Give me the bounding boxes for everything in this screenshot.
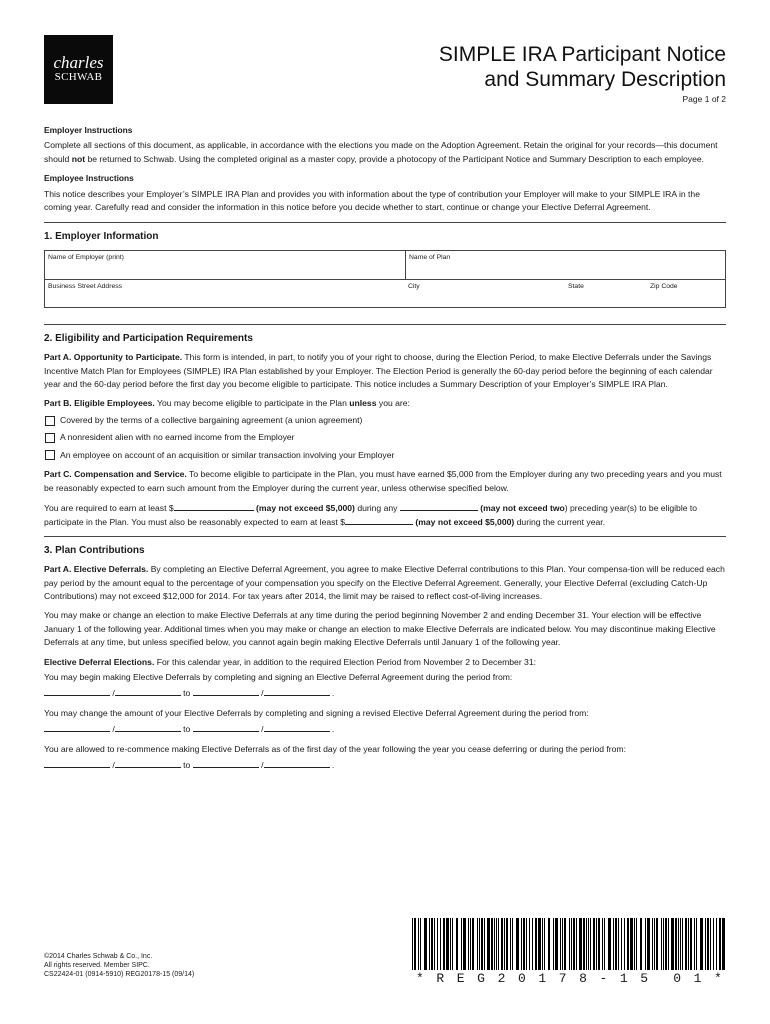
part-c-compensation: Part C. Compensation and Service. To become eligible to participate in the Plan, you must have earned $5,000 from the Employer during any two preceding years and you must be reasonably expected to earn such amount from the Employer during the current year, unless otherwise specified below. [44,469,722,493]
barcode-bar [512,918,513,970]
state-field[interactable]: State [568,282,584,290]
barcode [412,918,726,986]
plan-name-field[interactable]: Name of Plan [405,251,725,279]
barcode-bar [472,918,474,970]
recommence-start-month[interactable] [44,758,110,768]
barcode-bar [636,918,637,970]
footer-rights: All rights reserved. Member SIPC. [44,962,150,969]
recommence-deferrals-text: You are allowed to re-commence making Elective Deferrals as of the first day of the year following the year you cease deferring or during the period from: [44,743,626,754]
barcode-bar [588,918,589,970]
barcode-bar [604,918,605,970]
barcode-bar [443,918,445,970]
barcode-char: 0 [517,971,526,986]
barcode-bar [562,918,563,970]
barcode-char: 2 [497,971,506,986]
part-b-eligible-employees: Part B. Eligible Employees. You may become eligible to participate in the Plan unless you are: [44,398,410,409]
barcode-bar [446,918,449,970]
checkbox-acquisition[interactable]: An employee on account of an acquisition or similar transaction involving your Employer [44,449,726,462]
barcode-bar [624,918,625,970]
barcode-bar [583,918,585,970]
barcode-bar [647,918,650,970]
barcode-bar [560,918,561,970]
employer-name-field[interactable]: Name of Employer (print) [48,253,124,261]
barcode-bar [675,918,677,970]
checkbox[interactable] [45,450,55,460]
section1-title: 1. Employer Information [44,231,159,243]
barcode-bar [602,918,603,970]
section-divider [44,324,726,325]
section3-title: 3. Plan Contributions [44,544,145,556]
footer-form-code: CS22424-01 (0914-5910) REG20178-15 (09/14) [44,971,195,978]
checkbox-union-agreement[interactable]: Covered by the terms of a collective bargaining agreement (a union agreement) [44,414,726,427]
barcode-bar [463,918,466,970]
barcode-bar [598,918,600,970]
checkbox-nonresident-alien[interactable]: A nonresident alien with no earned income from the Employer [44,431,726,444]
barcode-bar [571,918,572,970]
barcode-text [412,972,726,986]
barcode-bar [456,918,458,970]
barcode-bar [682,918,683,970]
barcode-bar [621,918,622,970]
change-end-day[interactable] [264,722,330,732]
change-period-dates: / to / . [44,722,726,736]
barcode-bar [477,918,478,970]
barcode-bar [553,918,554,970]
barcode-char: G [477,971,485,986]
barcode-bar [663,918,664,970]
barcode-char: * [714,971,722,986]
barcode-bar [652,918,653,970]
barcode-bar [640,918,642,970]
barcode-bar [627,918,629,970]
change-start-day[interactable] [115,722,181,732]
section-divider [44,536,726,537]
elective-deferral-elections: Elective Deferral Elections. For this calendar year, in addition to the required Election Period from November 2 to December 31: [44,656,537,667]
years-blank[interactable] [400,501,478,511]
barcode-bar [516,918,519,970]
barcode-bar [668,918,669,970]
street-address-field[interactable]: Business Street Address [48,282,123,290]
barcode-bar [479,918,480,970]
barcode-bar [569,918,570,970]
barcode-bar [645,918,646,970]
barcode-bar [665,918,667,970]
title-line1: SIMPLE IRA Participant Notice [438,43,726,66]
barcode-bar [510,918,511,970]
barcode-bar [586,918,587,970]
barcode-bar [700,918,703,970]
barcode-bar [424,918,427,970]
barcode-bar [719,918,721,970]
barcode-bar [671,918,674,970]
barcode-bar [468,918,469,970]
employee-instructions-text: This notice describes your Employer’s SIMPLE IRA Plan and provides you with information about the type of contribution your Employer will make to your SIMPLE IRA in the coming year. Carefully read and consider the information in this notice before you decide whether to start, continue or change your Elective Deferral Agreement. [44,188,700,213]
barcode-bar [487,918,490,970]
barcode-bar [576,918,577,970]
barcode-bar [678,918,679,970]
barcode-bar [420,918,421,970]
barcode-char: 7 [558,971,567,986]
barcode-bar [535,918,537,970]
barcode-bar [434,918,435,970]
barcode-bar [710,918,711,970]
barcode-bar [618,918,619,970]
recommence-start-day[interactable] [115,758,181,768]
page-title [439,42,726,92]
employer-info-grid [44,250,726,308]
barcode-bar [707,918,709,970]
logo-line2: SCHWAB [54,71,103,83]
barcode-bar [491,918,493,970]
barcode-bar [450,918,451,970]
begin-end-day[interactable] [264,686,330,696]
barcode-bar [498,918,499,970]
change-start-month[interactable] [44,722,110,732]
begin-deferrals-text: You may begin making Elective Deferrals by completing and signing an Elective Deferral Agreement during the period from: [44,671,513,682]
footer-copyright: ©2014 Charles Schwab & Co., Inc. [44,953,153,960]
part-a-elective-deferrals: Part A. Elective Deferrals. By completing an Elective Deferral Agreement, you agree to make Elective Deferral contributions to this Plan. Your compensa-tion will be reduced each pay period by the amount equal to the percentage of your compensation you specify on the Elective Deferral Agreement. Generally, your Elective Deferral (excluding Catch-Up Contributions) may not exceed $12,000 for 2014. For tax years after 2014, the limit may be raised to reflect cost-of-living increases. [44,564,725,601]
barcode-bar [608,918,611,970]
checkbox[interactable] [45,416,55,426]
barcode-bar [412,918,413,970]
zip-code-field[interactable]: Zip Code [650,282,678,290]
barcode-bar [481,918,483,970]
earnings-requirement: You are required to earn at least $ (may not exceed $5,000) during any (may not exceed two) preceding year(s) to be eligible to participate in the Plan. You must also be reasonably expected to earn at least $ (may not exceed $5,000) during the current year. [44,502,698,528]
barcode-bar [615,918,617,970]
barcode-bar [564,918,566,970]
recommence-end-month[interactable] [193,758,259,768]
barcode-char: E [456,971,465,986]
barcode-bar [544,918,545,970]
barcode-bar [705,918,706,970]
barcode-bar [521,918,522,970]
earn-amount-blank[interactable] [174,501,254,511]
change-deferrals-text: You may change the amount of your Elective Deferrals by completing and signing a revised Elective Deferral Agreement during the period from: [44,707,589,718]
barcode-bar [634,918,635,970]
barcode-bar [506,918,508,970]
barcode-char: 1 [693,971,702,986]
barcode-bar [713,918,714,970]
document-body [44,124,726,778]
checkbox[interactable] [45,433,55,443]
current-year-amount-blank[interactable] [345,515,413,525]
barcode-bar [484,918,485,970]
city-field[interactable]: City [408,282,420,290]
barcode-bars [412,918,726,970]
barcode-bar [542,918,543,970]
barcode-bar [526,918,527,970]
section2-title: 2. Eligibility and Participation Requirements [44,332,253,344]
barcode-bar [656,918,658,970]
barcode-bar [437,918,438,970]
barcode-bar [440,918,441,970]
barcode-bar [529,918,530,970]
barcode-bar [573,918,575,970]
employer-instructions-text: Complete all sections of this document, as applicable, in accordance with the elections you made on the Adoption Agreement. Retain the original for your records—this document should not be returned to Schwab. Using the completed original as a master copy, provide a photocopy of the Participant Notice and Summary Description to each employee. [44,140,718,164]
barcode-char: - [599,971,608,986]
barcode-bar [496,918,497,970]
section-divider [44,222,726,223]
barcode-bar [452,918,453,970]
change-end-month[interactable] [193,722,259,732]
barcode-bar [470,918,471,970]
barcode-bar [685,918,687,970]
barcode-bar [494,918,495,970]
barcode-bar [431,918,433,970]
logo-line1: charles [53,53,104,72]
barcode-bar [548,918,550,970]
barcode-bar [661,918,662,970]
barcode-bar [504,918,505,970]
footer [44,952,194,979]
barcode-bar [461,918,462,970]
barcode-bar [613,918,614,970]
barcode-char: R [436,971,445,986]
begin-end-month[interactable] [193,686,259,696]
barcode-bar [716,918,717,970]
barcode-char: 1 [619,971,628,986]
barcode-bar [688,918,689,970]
barcode-bar [579,918,582,970]
barcode-char: 0 [673,971,682,986]
barcode-bar [680,918,681,970]
barcode-bar [596,918,597,970]
barcode-bar [722,918,725,970]
barcode-bar [555,918,558,970]
barcode-char: 1 [538,971,547,986]
barcode-bar [590,918,591,970]
page-number: Page 1 of 2 [682,94,726,104]
barcode-bar [418,918,419,970]
barcode-bar [501,918,503,970]
barcode-char: 5 [640,971,649,986]
barcode-bar [593,918,595,970]
recommence-period-dates: / to / . [44,758,726,772]
barcode-char: * [416,971,424,986]
barcode-bar [532,918,533,970]
begin-start-day[interactable] [115,686,181,696]
barcode-bar [696,918,697,970]
barcode-bar [630,918,633,970]
barcode-bar [694,918,695,970]
title-line2: and Summary Description [484,68,726,91]
begin-start-month[interactable] [44,686,110,696]
barcode-bar [538,918,541,970]
barcode-bar [523,918,525,970]
charles-schwab-logo [44,35,113,104]
election-period-text: You may make or change an election to make Elective Deferrals at any time during the period beginning November 2 and ending December 31. Your election will be effective January 1 of the following year. Additional times when you may make or change an election to make Elective Deferrals are indicated below. You may discontinue making Elective Deferrals at any time, but unless specified below, you cannot again begin making Elective Deferrals until January 1 of the following year. [44,610,716,648]
barcode-char: 8 [579,971,587,986]
barcode-bar [654,918,655,970]
recommence-end-day[interactable] [264,758,330,768]
employer-instructions-heading: Employer Instructions [44,125,133,135]
employee-instructions-heading: Employee Instructions [44,173,134,184]
barcode-bar [429,918,430,970]
begin-period-dates: / to / . [44,686,726,700]
part-a-opportunity: Part A. Opportunity to Participate. This form is intended, in part, to notify you of your right to choose, during the Election Period, to make Elective Deferrals under the Savings Incentive Match Plan for Employees (SIMPLE) IRA Plan established by your Employer. The Election Period is generally the 60-day period before the beginning of each calendar year and the 60-day period before the first day you become eligible to participate. This notice includes a Summary Description of your Employer’s SIMPLE IRA Plan. [44,352,713,390]
barcode-bar [690,918,692,970]
barcode-bar [414,918,416,970]
